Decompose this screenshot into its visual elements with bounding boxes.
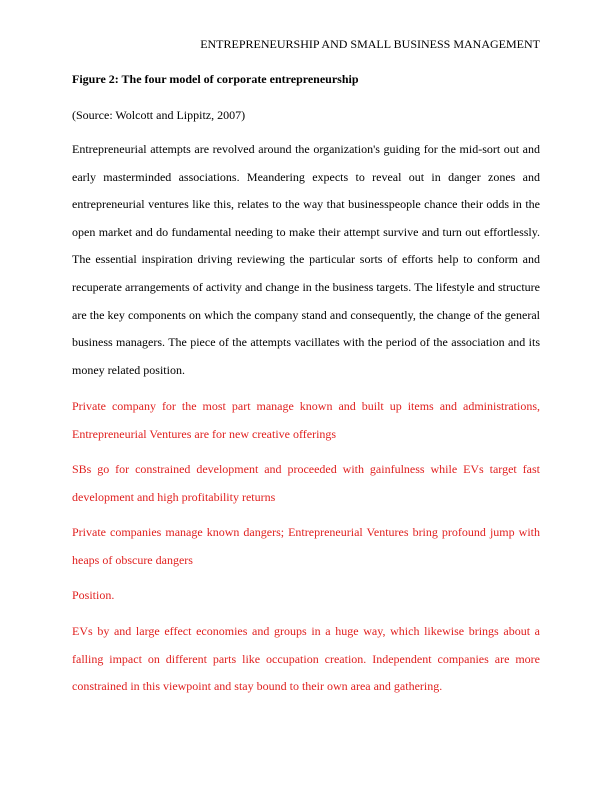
highlighted-paragraph-5: EVs by and large effect economies and groups in a huge way, which likewise brings about a falling impact on different parts like occupation creation. Independent companies are more constrained in this viewpoint and stay bound to their own area and gathering.: [72, 624, 540, 694]
highlighted-paragraph-3: Private companies manage known dangers; Entrepreneurial Ventures bring profound jump with heaps of obscure dangers: [72, 525, 540, 567]
running-head: ENTREPRENEURSHIP AND SMALL BUSINESS MANAGEMENT: [200, 37, 540, 51]
highlighted-paragraph-1: Private company for the most part manage known and built up items and administrations, Entrepreneurial Ventures are for new creative offerings: [72, 399, 540, 441]
figure-caption: Figure 2: The four model of corporate entrepreneurship: [72, 72, 359, 86]
body-paragraph: Entrepreneurial attempts are revolved around the organization's guiding for the mid-sort out and early masterminded associations. Meandering expects to reveal out in danger zones and entrepreneurial ventures like this, relates to the way that businesspeople chance their odds in the open market and do fundamental needing to make their attempt survive and turn out effortlessly. The essential inspiration driving reviewing the particular sorts of efforts help to conform and recuperate arrangements of activity and change in the business targets. The lifestyle and structure are the key components on which the company stand and consequently, the change of the general business managers. The piece of the attempts vacillates with the period of the association and its money related position.: [72, 142, 540, 377]
figure-source: (Source: Wolcott and Lippitz, 2007): [72, 108, 246, 122]
highlighted-paragraph-4: Position.: [72, 588, 115, 602]
highlighted-paragraph-2: SBs go for constrained development and proceeded with gainfulness while EVs target fast development and high profitability returns: [72, 462, 540, 504]
